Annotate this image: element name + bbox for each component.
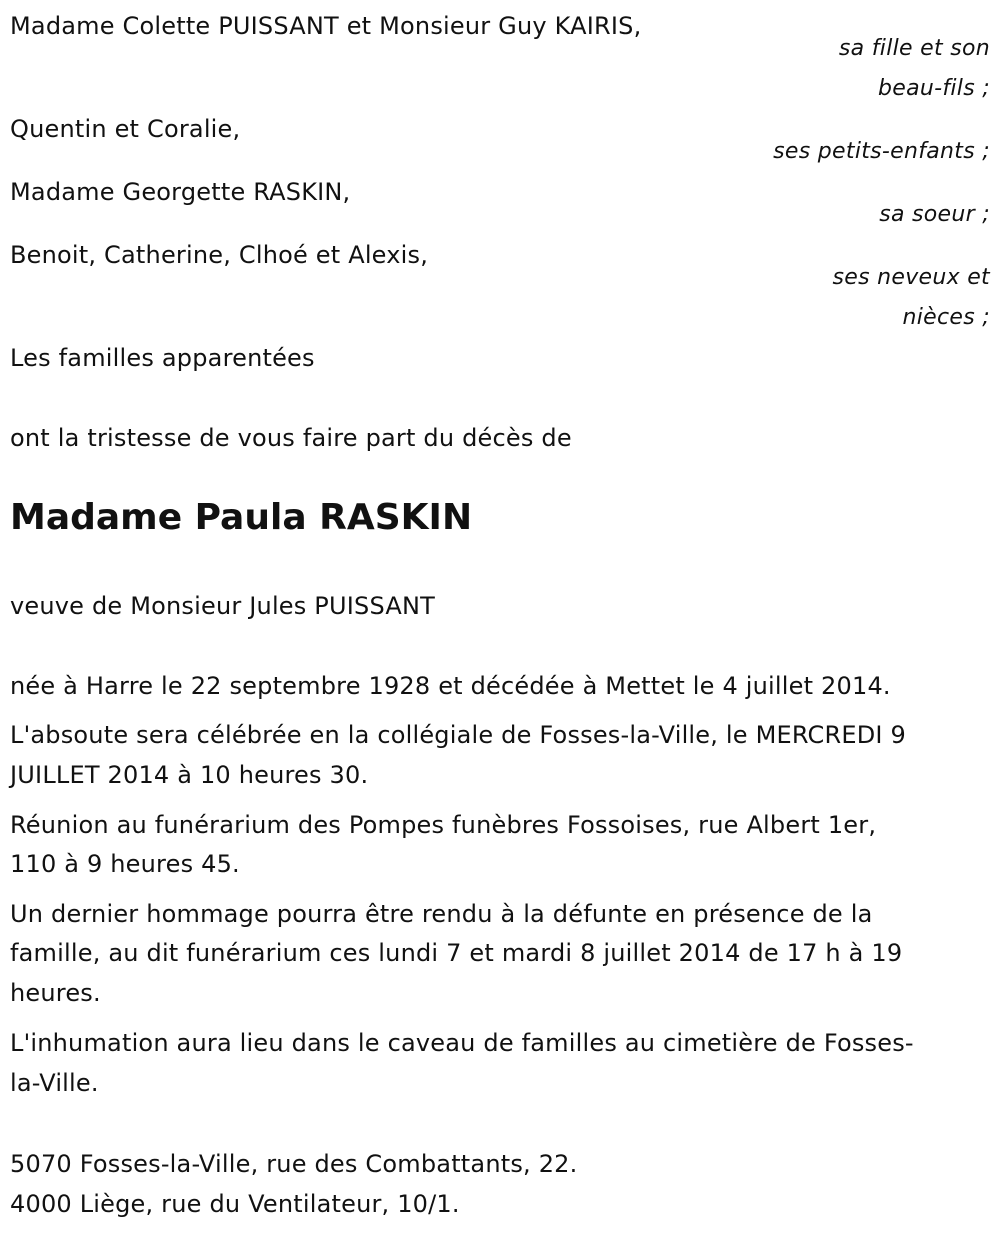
family-relation-daughter-line2: beau-fils ; (877, 76, 990, 101)
absoute-line2: JUILLET 2014 à 10 heures 30. (10, 761, 369, 789)
family-relation-nephews-line1: ses neveux et (832, 265, 990, 290)
reunion-line2: 110 à 9 heures 45. (10, 850, 240, 878)
hommage-line2: famille, au dit funérarium ces lundi 7 et mardi 8 juillet 2014 de 17 h à 19 (10, 939, 903, 967)
family-relation-nephews-line2: nièces ; (902, 305, 990, 330)
deceased-name: Madame Paula RASKIN (10, 497, 473, 538)
inhumation-line1: L'inhumation aura lieu dans le caveau de familles au cimetière de Fosses- (10, 1029, 914, 1057)
family-name-daughter: Madame Colette PUISSANT et Monsieur Guy KAIRIS, (10, 12, 642, 40)
family-relation-daughter-line1: sa fille et son (838, 36, 990, 61)
family-name-nephews: Benoit, Catherine, Clhoé et Alexis, (10, 241, 429, 269)
address-fosses: 5070 Fosses-la-Ville, rue des Combattants, 22. (10, 1150, 578, 1178)
hommage-line1: Un dernier hommage pourra être rendu à la défunte en présence de la (10, 900, 873, 928)
families-line: Les familles apparentées (10, 344, 315, 372)
family-relation-sister: sa soeur ; (879, 202, 990, 227)
inhumation-line2: la-Ville. (10, 1069, 99, 1097)
family-name-grandchildren: Quentin et Coralie, (10, 115, 241, 143)
family-name-sister: Madame Georgette RASKIN, (10, 178, 351, 206)
birth-death-line: née à Harre le 22 septembre 1928 et décédée à Mettet le 4 juillet 2014. (10, 672, 891, 700)
absoute-line1: L'absoute sera célébrée en la collégiale de Fosses-la-Ville, le MERCREDI 9 (10, 721, 906, 749)
hommage-line3: heures. (10, 979, 101, 1007)
family-relation-grandchildren: ses petits-enfants ; (773, 139, 990, 164)
widow-of-line: veuve de Monsieur Jules PUISSANT (10, 592, 435, 620)
address-liege: 4000 Liège, rue du Ventilateur, 10/1. (10, 1190, 460, 1218)
announcement-line: ont la tristesse de vous faire part du décès de (10, 424, 572, 452)
reunion-line1: Réunion au funérarium des Pompes funèbres Fossoises, rue Albert 1er, (10, 811, 877, 839)
